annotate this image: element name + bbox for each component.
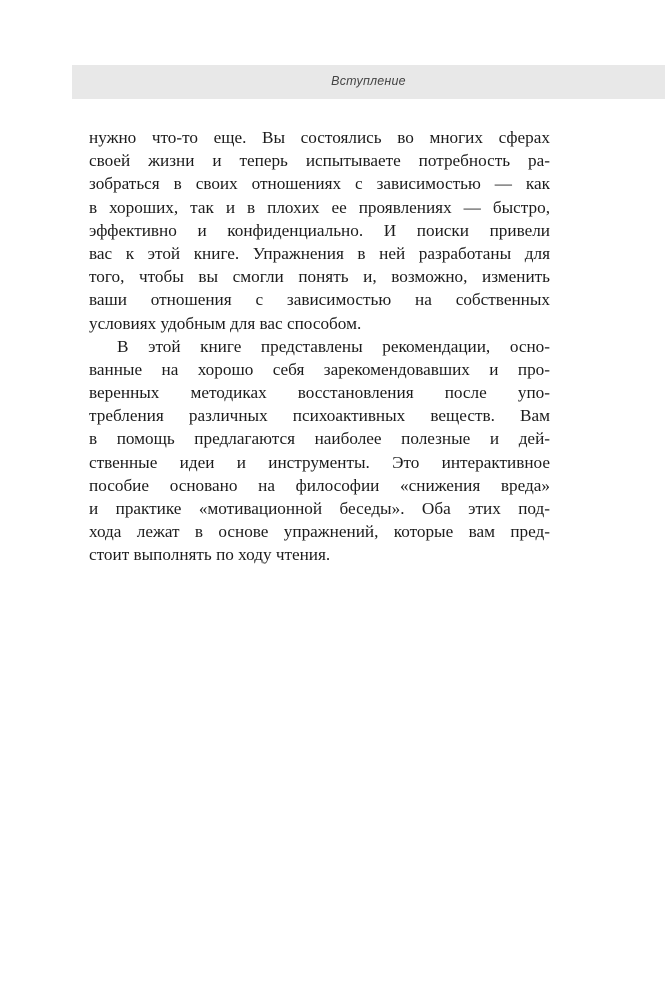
paragraph-1 <box>89 126 550 335</box>
text-line: зобраться в своих отношениях с зависимостью — как <box>89 174 550 194</box>
text-line: требления различных психоактивных веществ. Вам <box>89 406 550 426</box>
body-text <box>89 126 550 567</box>
paragraph-2 <box>89 335 550 567</box>
text-line: ванные на хорошо себя зарекомендовавших и про- <box>89 359 550 379</box>
text-line: эффективно и конфиденциально. И поиски привели <box>89 220 550 240</box>
text-line: В этой книге представлены рекомендации, осно- <box>117 336 550 356</box>
text-line: стоит выполнять по ходу чтения. <box>89 545 331 565</box>
text-line: и практике «мотивационной беседы». Оба этих под- <box>89 499 550 518</box>
text-line: ваши отношения с зависимостью на собственных <box>89 290 550 310</box>
text-line: веренных методиках восстановления после упо- <box>89 383 550 403</box>
text-line: того, чтобы вы смогли понять и, возможно, изменить <box>89 267 550 287</box>
text-line: в помощь предлагаются наиболее полезные и дей- <box>89 429 550 449</box>
text-line: в хороших, так и в плохих ее проявлениях — быстро, <box>89 197 550 217</box>
text-line: пособие основано на философии «снижения вреда» <box>89 475 550 495</box>
text-line: хода лежат в основе упражнений, которые вам пред- <box>89 522 550 542</box>
running-header-title: Вступление <box>331 74 406 88</box>
text-line: условиях удобным для вас способом. <box>89 313 362 333</box>
text-line: своей жизни и теперь испытываете потребность ра- <box>89 151 550 171</box>
text-line: ственные идеи и инструменты. Это интерактивное <box>89 452 550 472</box>
text-line: вас к этой книге. Упражнения в ней разработаны для <box>89 243 550 263</box>
running-header <box>72 65 665 99</box>
text-line: нужно что-то еще. Вы состоялись во многих сферах <box>89 128 550 147</box>
